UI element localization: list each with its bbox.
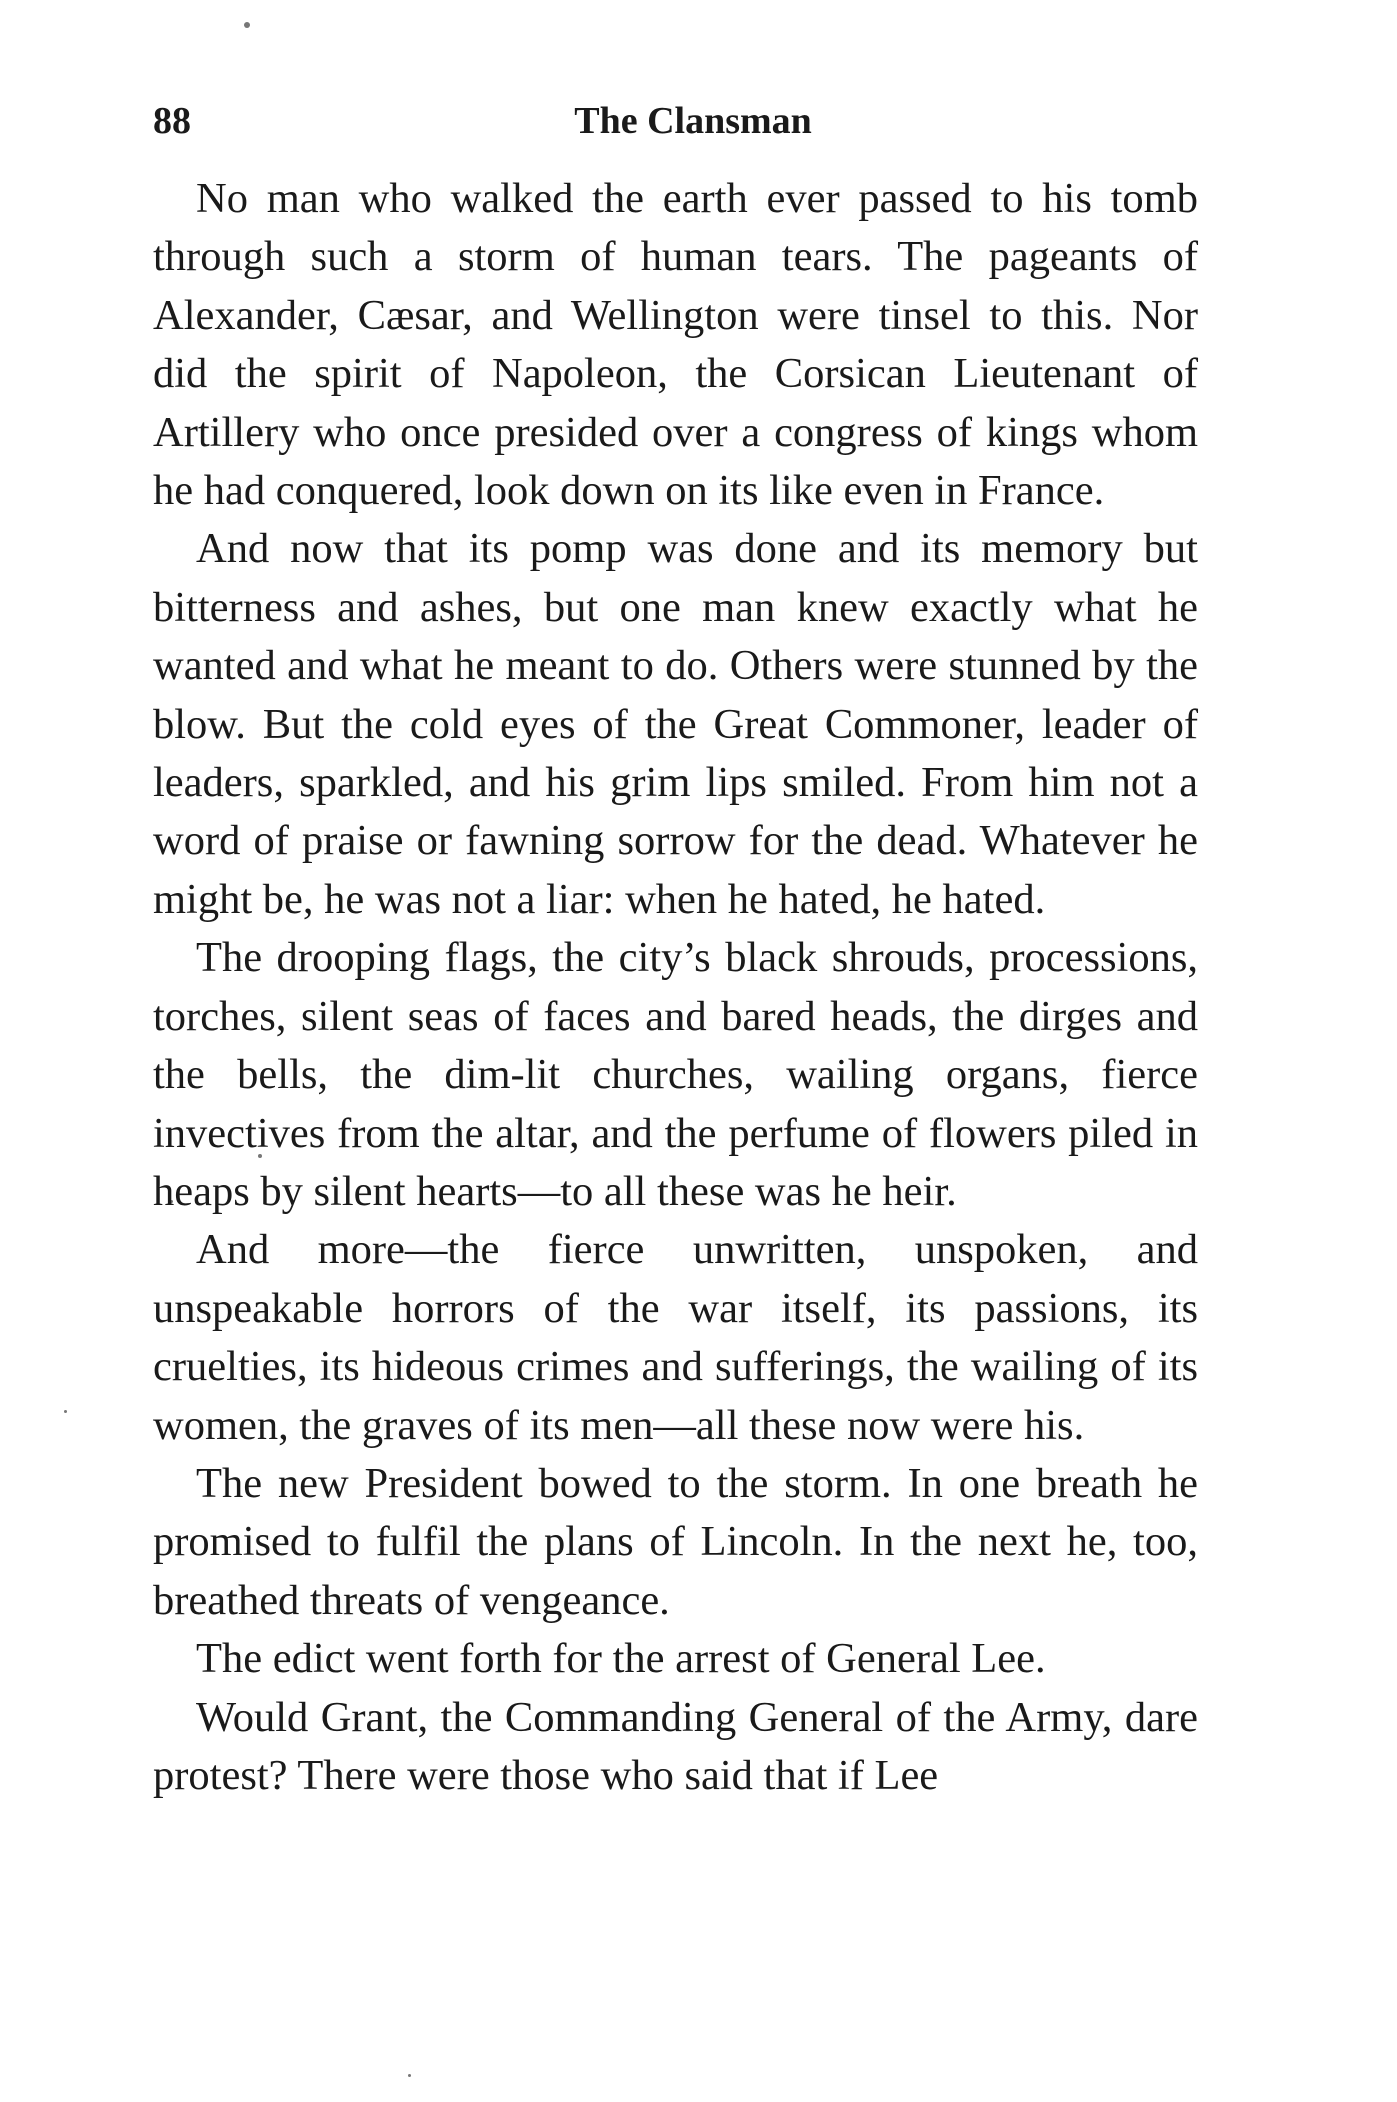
paragraph-5: The new President bowed to the storm. In one breath he promised to fulfil the plans of Lincoln. In the next he, too, breathed threats of vengeance. <box>153 1459 1198 1624</box>
paragraph-3: The drooping flags, the city’s black shrouds, processions, torches, silent seas of faces and bared heads, the dirges and the bells, the dim-lit churches, wailing organs, fierce invectives from the altar, and the perfume of flowers piled in heaps by silent hearts—to all these was he heir. <box>153 934 1198 1215</box>
paragraph-7: Would Grant, the Commanding General of the Army, dare protest? There were those who said that if Lee <box>153 1693 1198 1799</box>
page-number: 88 <box>153 100 191 142</box>
paragraph-4: And more—the fierce unwritten, unspoken, and unspeakable horrors of the war itself, its passions, its cruelties, its hideous crimes and sufferings, the wailing of its women, the graves of its men—all these now were his. <box>153 1226 1198 1449</box>
paragraph-6: The edict went forth for the arrest of General Lee. <box>196 1635 1046 1683</box>
running-title: The Clansman <box>574 100 812 142</box>
page-header <box>153 96 1198 156</box>
body-text <box>153 170 1198 1805</box>
paragraph-1: No man who walked the earth ever passed to his tomb through such a storm of human tears. The pageants of Alexander, Cæsar, and Wellington were tinsel to this. Nor did the spirit of Napoleon, the Corsican Lieutenant of Artillery who once presided over a congress of kings whom he had conquered, look down on its like even in France. <box>153 175 1198 515</box>
paragraph-2: And now that its pomp was done and its memory but bitterness and ashes, but one man knew exactly what he wanted and what he meant to do. Others were stunned by the blow. But the cold eyes of the Great Commoner, leader of leaders, sparkled, and his grim lips smiled. From him not a word of praise or fawning sorrow for the dead. Whatever he might be, he was not a liar: when he hated, he hated. <box>153 525 1198 923</box>
